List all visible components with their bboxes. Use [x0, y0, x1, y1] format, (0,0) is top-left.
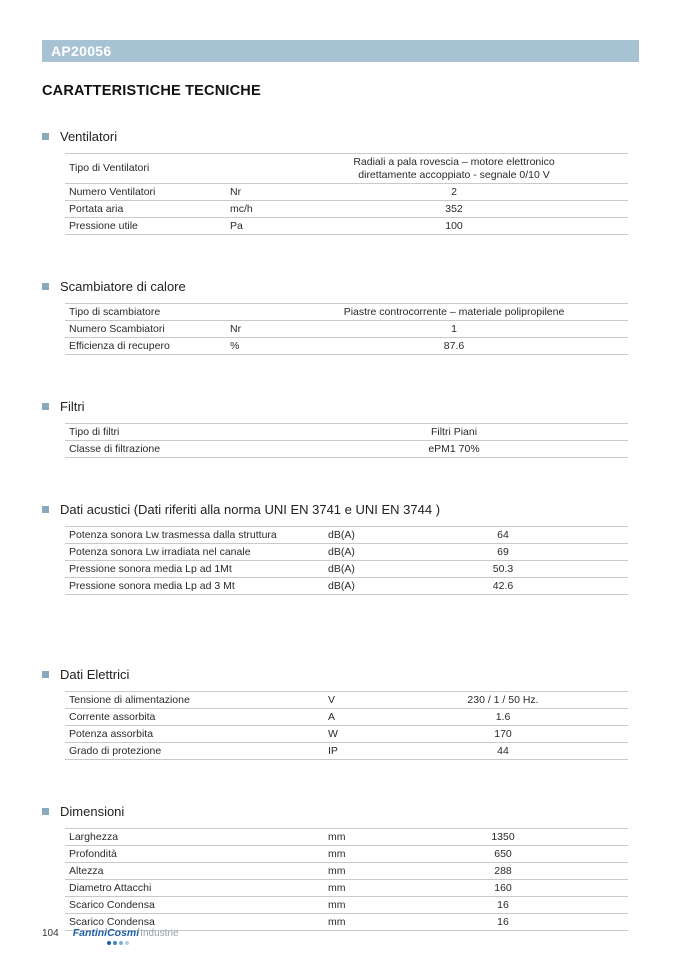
row-value: 42.6 [492, 579, 514, 592]
table-row [65, 897, 628, 914]
logo-dot-icon [107, 941, 111, 945]
row-value: 1350 [491, 830, 515, 843]
table-row [65, 880, 628, 897]
row-value: 1 [451, 322, 457, 335]
table-row [65, 578, 628, 595]
section-title: Scambiatore di calore [60, 279, 186, 294]
spec-table [65, 153, 628, 235]
row-value: 2 [451, 185, 457, 198]
fantini-cosmi-logo [73, 926, 179, 945]
table-row [65, 441, 628, 458]
table-row [65, 201, 628, 218]
section-header [42, 502, 640, 517]
table-row [65, 846, 628, 863]
logo-dot-icon [113, 941, 117, 945]
row-label: Profondità [69, 847, 117, 860]
section-header [42, 667, 640, 682]
row-unit: mm [328, 830, 346, 843]
row-value: 650 [494, 847, 512, 860]
row-unit: dB(A) [328, 562, 355, 575]
row-value: 87.6 [443, 339, 465, 352]
row-value: 16 [497, 915, 509, 928]
table-row [65, 743, 628, 760]
row-label: Grado di protezione [69, 744, 162, 757]
section-bullet-icon [42, 403, 49, 410]
logo-dots [107, 941, 179, 945]
section-bullet-icon [42, 671, 49, 678]
row-label: Portata aria [69, 202, 124, 215]
page-number: 104 [42, 928, 59, 939]
row-value: 50.3 [492, 562, 514, 575]
page-footer [42, 926, 179, 945]
row-unit: mm [328, 915, 346, 928]
row-value: 170 [494, 727, 512, 740]
row-value: Radiali a pala rovescia – motore elettronico direttamente accoppiato - segnale 0/10 V [353, 155, 555, 181]
table-row [65, 544, 628, 561]
table-row [65, 829, 628, 846]
table-row [65, 321, 628, 338]
row-label: Pressione utile [69, 219, 138, 232]
row-value: 160 [494, 881, 512, 894]
row-label: Diametro Attacchi [69, 881, 152, 894]
row-value: Piastre controcorrente – materiale polipropilene [343, 305, 565, 318]
section-header [42, 129, 640, 144]
page-title: CARATTERISTICHE TECNICHE [42, 83, 261, 99]
section-filtri [42, 399, 640, 458]
spec-table [65, 526, 628, 595]
row-unit: Pa [230, 219, 243, 232]
row-label: Tipo di Ventilatori [69, 162, 150, 174]
table-row [65, 154, 628, 184]
table-row [65, 184, 628, 201]
table-row [65, 218, 628, 235]
section-scambiatore-di-calore [42, 279, 640, 355]
row-value: Filtri Piani [430, 425, 478, 438]
section-dati-acustici [42, 502, 640, 595]
row-label: Potenza sonora Lw irradiata nel canale [69, 545, 251, 558]
section-ventilatori [42, 129, 640, 235]
row-value: 100 [445, 219, 463, 232]
row-label: Potenza assorbita [69, 727, 154, 740]
section-bullet-icon [42, 506, 49, 513]
section-header [42, 279, 640, 294]
table-row [65, 561, 628, 578]
row-label: Tensione di alimentazione [69, 693, 190, 706]
row-label: Corrente assorbita [69, 710, 156, 723]
row-label: Tipo di filtri [69, 425, 120, 438]
logo-dot-icon [125, 941, 129, 945]
section-title: Dati Elettrici [60, 667, 130, 682]
row-value: 288 [494, 864, 512, 877]
row-unit: dB(A) [328, 579, 355, 592]
row-label: Efficienza di recupero [69, 339, 170, 352]
section-title: Ventilatori [60, 129, 118, 144]
table-row [65, 692, 628, 709]
row-unit: mc/h [230, 202, 253, 215]
sections-container [42, 129, 640, 931]
spec-table [65, 303, 628, 355]
table-row [65, 527, 628, 544]
row-unit: mm [328, 881, 346, 894]
product-code-bar [42, 40, 639, 62]
row-label: Classe di filtrazione [69, 442, 161, 455]
row-label: Scarico Condensa [69, 915, 155, 928]
row-unit: mm [328, 864, 346, 877]
section-dimensioni [42, 804, 640, 931]
row-unit: A [328, 710, 336, 723]
row-value: 44 [497, 744, 509, 757]
row-unit: V [328, 693, 336, 706]
row-unit: dB(A) [328, 528, 355, 541]
row-label: Tipo di scambiatore [69, 305, 161, 318]
table-row [65, 709, 628, 726]
spec-table [65, 828, 628, 931]
row-value: 1.6 [495, 710, 511, 723]
row-label: Scarico Condensa [69, 898, 155, 911]
row-label: Numero Ventilatori [69, 185, 156, 198]
table-row [65, 726, 628, 743]
row-value: ePM1 70% [428, 442, 480, 455]
row-label: Pressione sonora media Lp ad 3 Mt [69, 579, 235, 592]
row-label: Pressione sonora media Lp ad 1Mt [69, 562, 232, 575]
row-label: Larghezza [69, 830, 119, 843]
row-value: 352 [445, 202, 463, 215]
logo-dot-icon [119, 941, 123, 945]
spec-table [65, 691, 628, 760]
row-unit: mm [328, 898, 346, 911]
logo-brand-suffix: Industrie [140, 928, 179, 939]
row-unit: IP [328, 744, 338, 757]
row-unit: Nr [230, 322, 242, 335]
section-header [42, 804, 640, 819]
table-row [65, 863, 628, 880]
section-title: Dimensioni [60, 804, 125, 819]
logo-brand-name: FantiniCosmi [72, 927, 140, 939]
product-code: AP20056 [51, 43, 112, 59]
section-header [42, 399, 640, 414]
section-bullet-icon [42, 808, 49, 815]
logo-text [73, 926, 179, 939]
row-value: 16 [497, 898, 509, 911]
section-bullet-icon [42, 283, 49, 290]
row-unit: % [230, 339, 240, 352]
row-unit: dB(A) [328, 545, 355, 558]
section-dati-elettrici [42, 667, 640, 760]
spec-table [65, 423, 628, 458]
row-value: 64 [497, 528, 509, 541]
section-bullet-icon [42, 133, 49, 140]
row-value: 230 / 1 / 50 Hz. [467, 693, 539, 706]
table-row [65, 304, 628, 321]
row-value: 69 [497, 545, 509, 558]
table-row [65, 424, 628, 441]
row-unit: Nr [230, 185, 242, 198]
section-title: Filtri [60, 399, 85, 414]
row-label: Altezza [69, 864, 104, 877]
section-title: Dati acustici (Dati riferiti alla norma UNI EN 3741 e UNI EN 3744 ) [60, 502, 441, 517]
row-label: Numero Scambiatori [69, 322, 165, 335]
row-unit: mm [328, 847, 346, 860]
table-row [65, 338, 628, 355]
row-label: Potenza sonora Lw trasmessa dalla struttura [69, 528, 277, 541]
row-unit: W [328, 727, 338, 740]
